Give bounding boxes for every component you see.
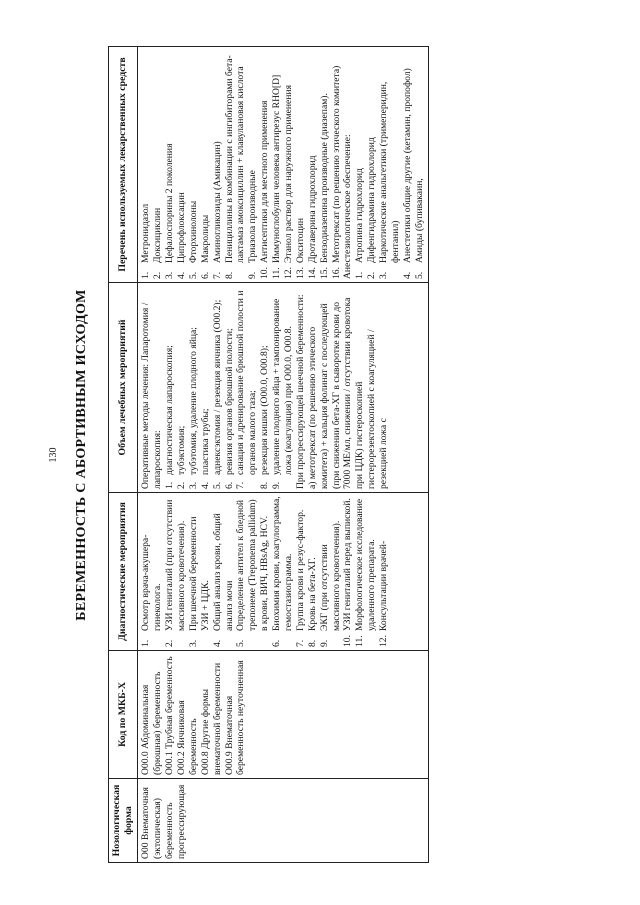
list-item: 5. Амиды (бупивакаин, — [413, 178, 425, 279]
nosology-line: прогрессирующая — [175, 784, 187, 859]
progressive-intro: При прогрессирующей шеечной беременности: — [294, 294, 306, 489]
table-header-row — [109, 47, 138, 863]
list-item: 1. Метронидазол — [140, 203, 152, 279]
list-item: 12. Консультации врачей- — [378, 540, 390, 647]
rotated-page — [50, 35, 610, 875]
list-item: 5. аднексэктомия / резекция яичника (О00.2); — [211, 299, 223, 489]
list-item: 4. пластика трубы; — [199, 408, 211, 489]
header-treatment: Объем лечебных мероприятий — [109, 283, 138, 493]
list-item: 14. Дротаверина гидрохлорид — [306, 155, 318, 279]
header-diagnostics: Диагностические мероприятия — [109, 493, 138, 651]
list-item: 4. Ципрофлоксацин — [175, 192, 187, 279]
list-item: 8. Пенициллины в комбинации с ингибиторами бета-лактамаз амоксициллин + клавулановая кислота — [223, 55, 247, 279]
page-title: БЕРЕМЕННОСТЬ С АБОРТИВНЫМ ИСХОДОМ — [74, 289, 89, 621]
list-item: 6. ревизия органов брюшной полости; — [223, 328, 235, 489]
list-item: 6. Макролиды — [199, 214, 211, 279]
list-item: 9. ЭКГ (при отсутствии массивного кровотечения). — [318, 520, 342, 647]
list-item: 2. Дифенгидрамина гидрохлорид — [366, 137, 378, 279]
icd-code: О00.9 Внематочная беременность неуточненная — [223, 660, 247, 775]
list-item: 7. Аминогликозиды (Амикацин) — [211, 141, 223, 279]
list-item: 13. Окситоцин — [294, 217, 306, 279]
list-item: 8. Кровь на бета-ХГ. — [306, 557, 318, 647]
list-item: 6. Биохимия крови, коагулограмма, гемостазиограмма. — [271, 496, 294, 647]
treatment-intro: Оперативные методы лечения: Лапаротомия / лапароскопия: — [140, 302, 164, 489]
list-item: 16. Метотрексат (по решению этического комитета) — [330, 65, 342, 279]
list-item: 5. Определение антител к бледной трепонеме (Treponema pallidum) в крови, ВИЧ, HBsAg, HCV. — [235, 499, 271, 647]
list-item: 1. диагностическая лапароскопия; — [164, 345, 176, 489]
list-item: 3. тубэтомия, удаление плодного яйца; — [187, 327, 199, 489]
header-drugs: Перечень используемых лекарственных средств — [109, 47, 138, 283]
page-number: 130 — [48, 447, 59, 463]
treatment-table — [108, 46, 429, 863]
list-item: 1. Атропина гидрохлорид — [354, 168, 366, 279]
progressive-text: а) метотрексат (по решению этического комитета) + кальция фолинат с последующей (при снижении бета-ХГ в сыворотке крови до 7000 МЕ/мл, снижении / отсутствии кровотока при ЦДК) гистероскопией гистерорезектоскопией с коагуляцией / резекцией ложа с — [306, 297, 390, 489]
list-item: 9. Триазола производные — [247, 170, 259, 279]
list-item: 10. УЗИ гениталий перед выпиской. — [342, 498, 354, 647]
treatment-cell — [138, 283, 428, 493]
list-item: 4. Анестетики общие другие (кетамин, пропофол) — [401, 68, 413, 279]
icd-code: О00.2 Яичниковая беременность — [175, 700, 199, 775]
list-item: 11. Морфологическое исследование удаленного препарата. — [354, 498, 378, 647]
list-item: 3. Цефалоспорины 2 поколения — [164, 143, 176, 279]
nosology-line: (эктопическая) — [152, 798, 164, 859]
icd-code: О00.8 Другие формы внематочной беременности — [199, 662, 223, 775]
list-item: 10. Антисептики для местного применения — [259, 100, 271, 279]
drugs-cell — [138, 47, 428, 283]
list-item: 5. Фторхинолоны — [187, 200, 199, 279]
list-item: 8. резекция кишки (О00.0, О00.8); — [259, 345, 271, 489]
list-item: 9. удаление плодного яйца + тампонирование ложа (коагуляция) при О00.0, О00.8. — [271, 298, 294, 489]
nosology-line: О00 Внематочная — [140, 787, 152, 859]
list-item: 4. Общий анализ крови, общий анализ мочи — [211, 513, 235, 647]
icd-codes-cell — [138, 651, 428, 779]
diagnostics-cell — [138, 493, 428, 651]
nosology-line: беременность — [164, 802, 176, 859]
nosology-cell — [138, 779, 428, 863]
header-icd-code: Код по МКБ-Х — [109, 651, 138, 779]
list-item: 11. Иммуноглобулин человека антирезус RHO[D] — [271, 74, 283, 279]
table-row — [138, 47, 428, 863]
anesthesia-title: Анестезиологическое обеспечение: — [342, 134, 354, 279]
icd-code: О00.1 Трубная беременность — [164, 656, 176, 775]
list-item: 1. Осмотр врача-акушера-гинеколога. — [140, 534, 164, 647]
list-item: 2. тубэктомия; — [175, 425, 187, 489]
list-item: 2. Доксициклин — [152, 207, 164, 279]
list-item: 12. Этанол раствор для наружного применения — [282, 85, 294, 279]
list-item: 15. Бензодиазепина производные (диазепам). — [318, 93, 330, 279]
list-item: 2. УЗИ гениталий (при отсутствии массивного кровотечения). — [164, 499, 187, 647]
list-item: 7. Группа крови и резус-фактор. — [294, 509, 306, 647]
list-item: 3. При шеечной беременности УЗИ + ЦДК. — [187, 516, 211, 647]
list-item: 7. санация и дренирование брюшной полости и органов малого таза; — [235, 290, 259, 489]
list-item: 3. Наркотические анальгетики (тримеперидин, фентанил) — [378, 81, 401, 279]
header-nosology: Нозологическая форма — [109, 779, 138, 863]
icd-code: О00.0 Абдоминальная (брюшная) беременность — [140, 671, 164, 775]
